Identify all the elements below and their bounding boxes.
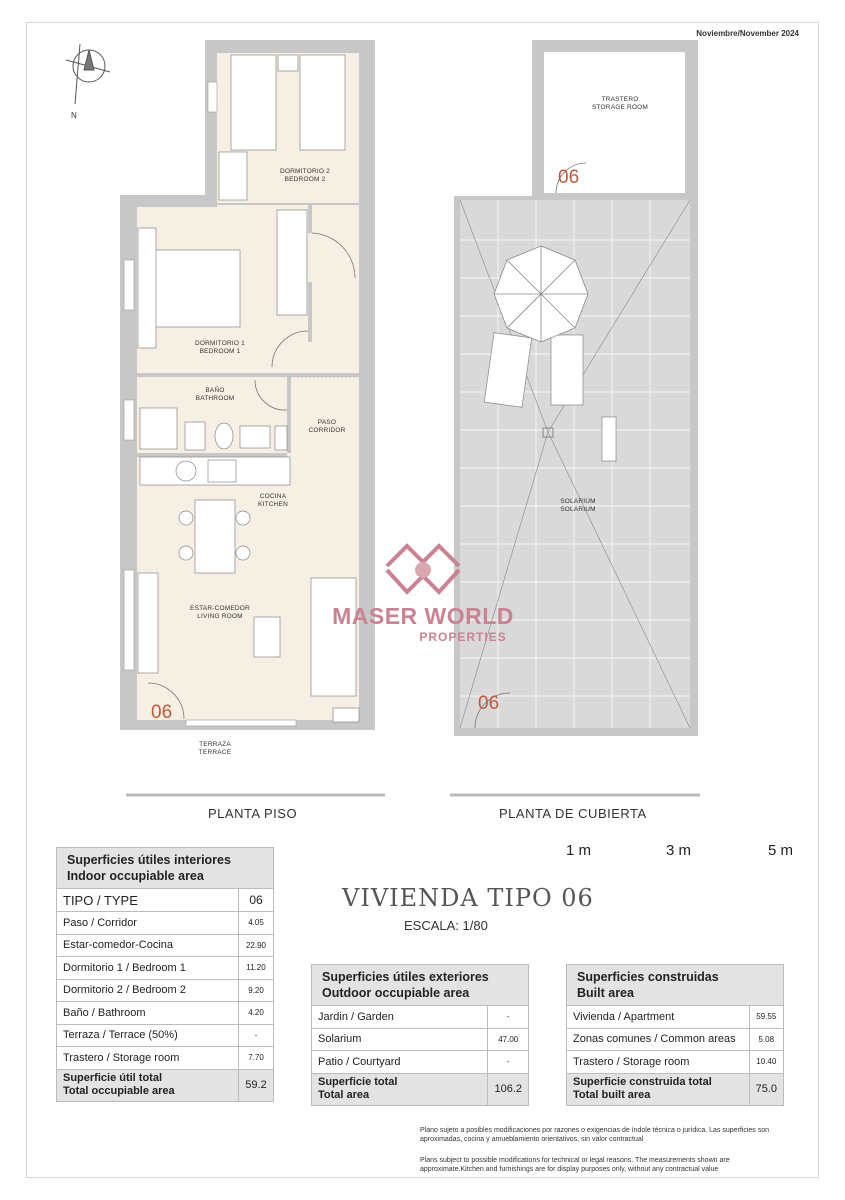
table-row: Jardin / Garden - [312, 1006, 529, 1029]
table-row: Patio / Courtyard - [312, 1051, 529, 1074]
scale-label-3m: 3 m [666, 842, 692, 859]
outdoor-table-header: Superficies útiles exteriores Outdoor occupiable area [312, 965, 529, 1006]
table-row: Terraza / Terrace (50%) - [57, 1024, 274, 1047]
table-row: Dormitorio 2 / Bedroom 2 9.20 [57, 979, 274, 1002]
outdoor-area-table [311, 964, 529, 1106]
watermark-line1: MASER WORLD [332, 603, 514, 629]
indoor-area-table [56, 847, 274, 1102]
unit-tag-solarium: 06 [478, 693, 500, 714]
ground-plan-name: PLANTA PISO [208, 806, 298, 821]
built-area-table [566, 964, 784, 1106]
roof-plan [450, 40, 700, 795]
table-row: Zonas comunes / Common areas 5.08 [567, 1028, 784, 1051]
type-value: 06 [239, 889, 274, 912]
room-label-bedroom1: DORMITORIO 1 BEDROOM 1 [195, 340, 245, 355]
room-label-solarium: SOLARIUM SOLARIUM [560, 498, 596, 513]
room-label-corridor: PASO CORRIDOR [308, 419, 346, 434]
room-label-bedroom2: DORMITORIO 2 BEDROOM 2 [280, 168, 330, 183]
table-total-row: Superficie total Total area 106.2 [312, 1073, 529, 1105]
table-row: Dormitorio 1 / Bedroom 1 11.20 [57, 957, 274, 980]
table-total-row: Superficie útil total Total occupiable area 59.2 [57, 1069, 274, 1101]
unit-tag-storage: 06 [558, 167, 580, 188]
unit-tag-ground: 06 [151, 702, 173, 723]
page-title: VIVIENDA TIPO 06 [342, 884, 594, 912]
watermark-icon [383, 540, 463, 598]
type-label: TIPO / TYPE [57, 889, 239, 912]
room-label-storage: TRASTERO STORAGE ROOM [591, 96, 649, 111]
ground-floor-plan [120, 40, 385, 795]
scale-text: ESCALA: 1/80 [404, 918, 488, 933]
room-label-living: ESTAR-COMEDOR LIVING ROOM [190, 605, 250, 620]
compass-icon [66, 44, 110, 104]
scale-label-5m: 5 m [768, 842, 794, 859]
table-row: Baño / Bathroom 4.20 [57, 1002, 274, 1025]
room-label-bathroom: BAÑO BATHROOM [195, 387, 235, 402]
compass-label: N [71, 111, 77, 120]
room-label-terrace: TERRAZA TERRACE [198, 741, 232, 756]
table-total-row: Superficie construida total Total built area 75.0 [567, 1073, 784, 1105]
indoor-table-header: Superficies útiles interiores Indoor occupiable area [57, 848, 274, 889]
umbrella-icon [494, 246, 588, 342]
table-row: Solarium 47.00 [312, 1028, 529, 1051]
roof-plan-name: PLANTA DE CUBIERTA [499, 806, 647, 821]
watermark-line2: PROPERTIES [419, 630, 507, 644]
disclaimer-es: Plano sujeto a posibles modificaciones por razones o exigencias de índole técnica o jurídica. Las superficies son aproximadas, cocina y amueblamiento orientativos, sin valor contractual [420, 1127, 770, 1143]
room-label-kitchen: COCINA KITCHEN [258, 493, 288, 508]
built-table-header: Superficies construidas Built area [567, 965, 784, 1006]
table-row: Paso / Corridor 4.05 [57, 912, 274, 935]
watermark-logo [318, 540, 528, 644]
document-date: Noviembre/November 2024 [696, 29, 799, 38]
table-row: Vivienda / Apartment 59.55 [567, 1006, 784, 1029]
table-row: Trastero / Storage room 7.70 [57, 1047, 274, 1070]
disclaimer-en: Plans subject to possible modifications for technical or legal reasons. The measurements shown are approximate.Kitchen and furnishings are for display purposes only, without any contractual value [420, 1157, 730, 1173]
scale-label-1m: 1 m [566, 842, 592, 859]
table-row: Estar-comedor-Cocina 22.90 [57, 934, 274, 957]
table-row: Trastero / Storage room 10.40 [567, 1051, 784, 1074]
